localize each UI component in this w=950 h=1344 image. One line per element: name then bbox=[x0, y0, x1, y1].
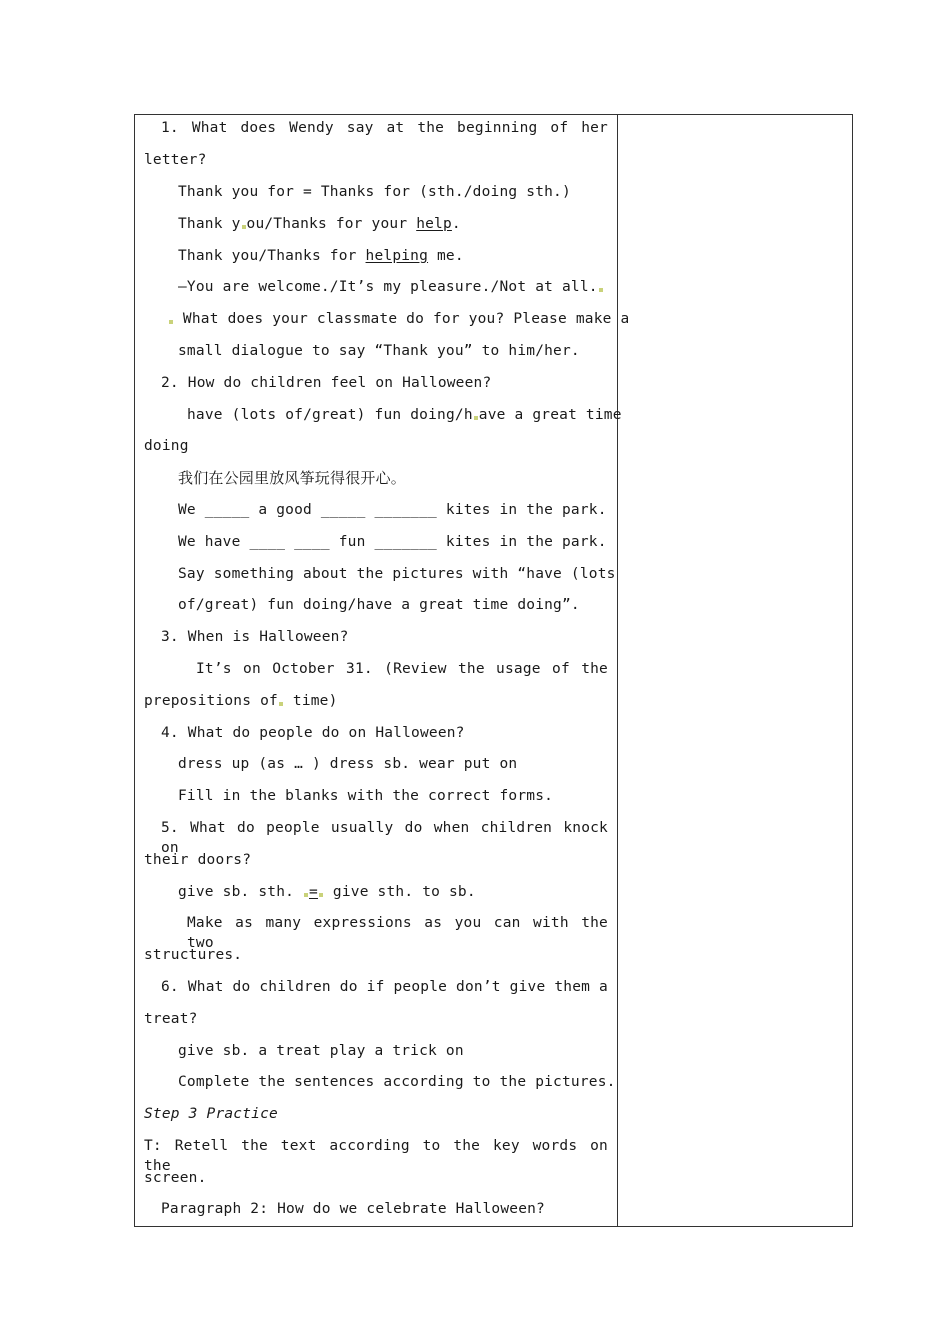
blank-sentence-1: We _____ a good _____ _______ kites in the park. bbox=[178, 502, 607, 518]
highlight-mark bbox=[242, 225, 246, 229]
underlined-helping: helping bbox=[365, 248, 429, 264]
thank-you-example-2: Thank you/Thanks for helping me. bbox=[178, 248, 464, 264]
highlight-mark bbox=[474, 416, 478, 420]
retell-instruction-line-1: T: Retell the text according to the key words on the bbox=[144, 1138, 608, 1174]
halloween-date-line: It’s on October 31. (Review the usage of the bbox=[196, 661, 608, 677]
question-4: 4. What do people do on Halloween? bbox=[161, 725, 465, 741]
fill-blanks-instruction: Fill in the blanks with the correct forms. bbox=[178, 788, 554, 804]
give-structure: give sb. sth. = give sth. to sb. bbox=[178, 884, 476, 900]
question-5-line-2: their doors? bbox=[144, 852, 252, 868]
prepositions-line: prepositions of time) bbox=[144, 693, 338, 709]
thank-you-structure: Thank you for = Thanks for (sth./doing sth.) bbox=[178, 184, 571, 200]
dialogue-task-line-2: small dialogue to say “Thank you” to him/her. bbox=[178, 343, 580, 359]
step-3-heading: Step 3 Practice bbox=[144, 1106, 278, 1122]
response-phrases: —You are welcome./It’s my pleasure./Not at all. bbox=[178, 277, 604, 297]
dress-up-phrases: dress up (as … ) dress sb. wear put on bbox=[178, 756, 518, 772]
question-6-line-2: treat? bbox=[144, 1011, 198, 1027]
highlight-mark bbox=[319, 893, 323, 897]
dialogue-task-line-1: What does your classmate do for you? Please make a bbox=[168, 309, 629, 329]
question-5-line-1: 5. What do people usually do when children knock on bbox=[161, 820, 608, 856]
treat-trick-phrases: give sb. a treat play a trick on bbox=[178, 1043, 464, 1059]
highlight-mark bbox=[304, 893, 308, 897]
lesson-table bbox=[134, 114, 853, 1227]
equals-sign: = bbox=[309, 884, 318, 900]
paragraph-2-question: Paragraph 2: How do we celebrate Halloween? bbox=[161, 1201, 545, 1217]
underlined-help: help bbox=[416, 216, 452, 232]
chinese-sentence: 我们在公园里放风筝玩得很开心。 bbox=[178, 469, 407, 487]
expressions-task-line-2: structures. bbox=[144, 947, 243, 963]
question-1-line-1: 1. What does Wendy say at the beginning of her bbox=[161, 120, 608, 136]
question-1-line-2: letter? bbox=[144, 152, 207, 168]
question-3: 3. When is Halloween? bbox=[161, 629, 349, 645]
thank-you-example-1: Thank y ou/Thanks for your help. bbox=[178, 216, 461, 232]
complete-sentences-instruction: Complete the sentences according to the pictures. bbox=[178, 1074, 616, 1090]
blank-sentence-2: We have ____ ____ fun _______ kites in the park. bbox=[178, 534, 607, 550]
highlight-mark bbox=[599, 288, 603, 292]
notes-cell bbox=[618, 115, 852, 1226]
retell-instruction-line-2: screen. bbox=[144, 1170, 207, 1186]
highlight-mark bbox=[279, 702, 283, 706]
picture-task-line-2: of/great) fun doing/have a great time doing”. bbox=[178, 597, 580, 613]
have-fun-structure: have (lots of/great) fun doing/h ave a great time bbox=[187, 407, 622, 423]
lesson-content-cell bbox=[135, 115, 630, 1226]
picture-task-line-1: Say something about the pictures with “have (lots bbox=[178, 566, 616, 582]
question-2: 2. How do children feel on Halloween? bbox=[161, 375, 492, 391]
question-6-line-1: 6. What do children do if people don’t give them a bbox=[161, 979, 608, 995]
expressions-task-line-1: Make as many expressions as you can with the two bbox=[187, 915, 608, 951]
highlight-mark bbox=[169, 320, 173, 324]
have-fun-structure-cont: doing bbox=[144, 438, 189, 454]
